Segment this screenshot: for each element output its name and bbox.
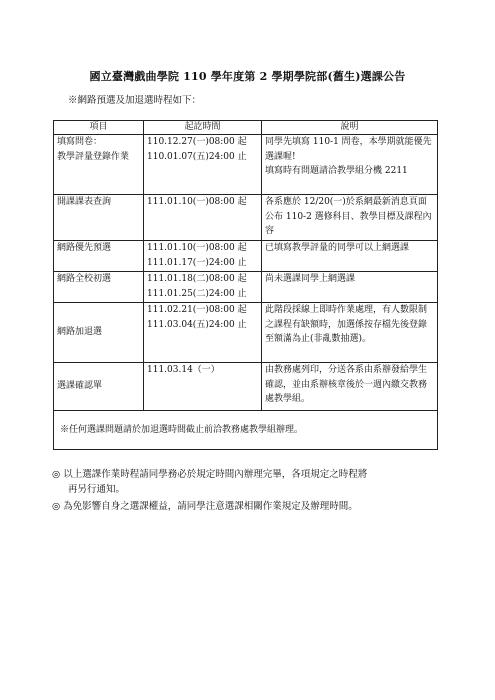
row-time	[144, 195, 262, 241]
row-desc	[262, 135, 438, 195]
item-line: 網路全校初選	[57, 274, 112, 284]
desc-line: 此階段採線上即時作業處理，有人數限制之課程有缺額時，加選係按存檔先後登錄至額滿為止(非亂數抽選)。	[265, 305, 428, 344]
table-row	[54, 135, 438, 195]
footer-note-text: ◎ 為免影響自身之選課權益，請同學注意選課相關作業規定及辦理時間。	[52, 501, 358, 512]
row-desc	[262, 363, 438, 411]
footer-note	[52, 499, 358, 514]
row-item	[54, 363, 144, 411]
table-header-row	[54, 121, 438, 135]
desc-line: 各系應於 12/20(一)於系網最新消息頁面公布 110-2 選修科目、教學目標及課程內容	[265, 197, 432, 236]
row-item	[54, 272, 144, 303]
table-row	[54, 272, 438, 303]
row-time	[144, 272, 262, 303]
header-time: 起訖時間	[144, 121, 262, 135]
table-row	[54, 303, 438, 363]
row-desc	[262, 272, 438, 303]
time-end: 111.01.25(二)24:00 止	[147, 288, 247, 299]
desc-line: 填寫時有問題請洽教學組分機 2211	[265, 166, 408, 176]
time-start: 111.01.10(一)08:00 起	[147, 243, 247, 253]
desc-line: 尚未選課同學上網選課	[265, 274, 356, 284]
row-desc	[262, 303, 438, 363]
row-item	[54, 303, 144, 363]
table-row	[54, 363, 438, 411]
table-note-row	[54, 411, 438, 450]
row-item	[54, 195, 144, 241]
table-row	[54, 241, 438, 272]
row-item	[54, 241, 144, 272]
row-time	[144, 241, 262, 272]
desc-line: 已填寫教學評量的同學可以上網選課	[265, 243, 410, 253]
table-note: ※任何選課問題請於加退選時間截止前洽教務處教學組辦理。	[54, 411, 438, 450]
item-line: 網路優先預選	[57, 243, 112, 253]
table-row	[54, 195, 438, 241]
item-line: 選課確認單	[57, 381, 103, 392]
time-start: 111.02.21(一)08:00 起	[147, 305, 247, 315]
item-line: 填寫問卷：	[57, 137, 103, 147]
item-line: 教學評量登錄作業	[57, 151, 130, 162]
schedule-table	[53, 120, 438, 450]
row-desc	[262, 195, 438, 241]
item-line: 開課課表查詢	[57, 197, 112, 207]
time-end: 111.01.17(一)24:00 止	[147, 257, 247, 268]
row-desc	[262, 241, 438, 272]
time-start: 111.03.14（一）	[147, 365, 220, 375]
row-time	[144, 303, 262, 363]
row-time	[144, 135, 262, 195]
time-start: 111.01.10(一)08:00 起	[147, 197, 247, 207]
header-item: 項目	[54, 121, 144, 135]
footer-note	[52, 467, 367, 497]
time-end: 111.03.04(五)24:00 止	[147, 319, 247, 330]
time-start: 110.12.27(一)08:00 起	[147, 137, 247, 147]
schedule-intro: ※網路預選及加退選時程如下：	[68, 95, 202, 106]
time-end: 110.01.07(五)24:00 止	[147, 151, 247, 162]
footer-note-text: ◎ 以上選課作業時程請同學務必於規定時間內辦理完畢，各項規定之時程將	[52, 469, 368, 480]
desc-line: 同學先填寫 110-1 問卷，本學期就能優先選課喔!	[265, 137, 432, 162]
time-start: 111.01.18(二)08:00 起	[147, 274, 247, 284]
desc-line: 由教務處列印，分送各系由系辦發給學生確認，並由系辦核章後於一週內繳交教務處教學組。	[265, 365, 428, 404]
header-desc: 說明	[262, 121, 438, 135]
row-item	[54, 135, 144, 195]
footer-note-cont: 再另行通知。	[68, 484, 126, 495]
item-line: 網路加退選	[57, 327, 103, 338]
row-time	[144, 363, 262, 411]
page-title: 國立臺灣戲曲學院 110 學年度第 2 學期學院部(舊生)選課公告	[89, 70, 406, 83]
